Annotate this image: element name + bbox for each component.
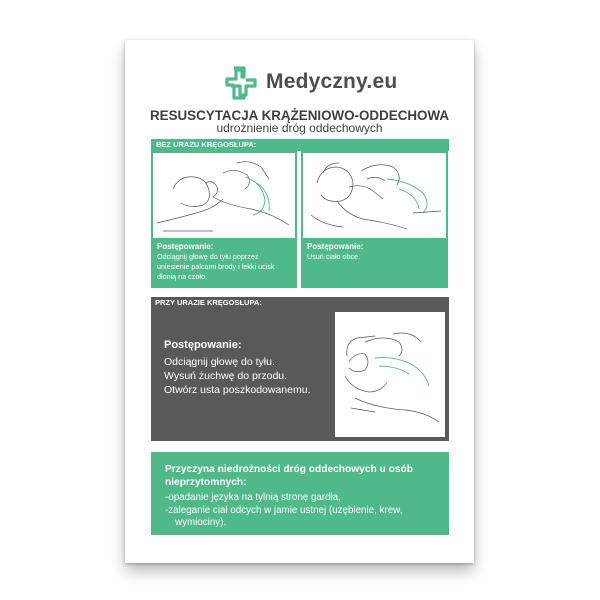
illustration-head-tilt [153, 153, 295, 238]
panel-no-injury-left [151, 151, 297, 288]
causes-box [151, 452, 449, 535]
procedure-heading: Postępowanie: [307, 242, 364, 251]
illustration-foreign-body [303, 153, 446, 238]
section-heading-injury: PRZY URAZIE KRĘGOSŁUPA: [151, 297, 449, 309]
cause-item-1: -opadanie języka na tylnią stronę gardła, [165, 492, 341, 503]
procedure-line-2: Wysuń żuchwę do przodu. [164, 370, 288, 382]
foreign-body-drawing [303, 153, 446, 238]
procedure-line-1: Odciągnij głowę do tyłu. [164, 356, 275, 368]
procedure-text: Usuń ciało obce. [307, 252, 361, 261]
section-heading-no-injury: BEZ URAZU KRĘGOSŁUPA: [151, 139, 449, 151]
cause-item-2: -zaleganie ciał odcych w jamie ustnej (uzębienie, krew, [165, 505, 403, 516]
jaw-thrust-drawing [335, 312, 445, 437]
illustration-jaw-thrust [335, 312, 445, 437]
cause-item-2-cont: wymiociny). [175, 517, 227, 528]
panel-no-injury-right [301, 151, 448, 288]
logo [221, 66, 398, 100]
medical-cross-logo-icon [221, 66, 259, 100]
page-title: RESUSCYTACJA KRĄŻENIOWO-ODDECHOWA [149, 108, 450, 123]
procedure-heading: Postępowanie: [157, 242, 214, 251]
procedure-heading: Postępowanie: [164, 339, 242, 351]
panel-injury [151, 309, 449, 441]
head-tilt-drawing [153, 153, 295, 238]
procedure-text: Odciągnij głowę do tyłu poprzez uniesienie palcami brody i lekki ucisk dłonią na czoło. [157, 252, 275, 281]
brand-name: Medyczny.eu [266, 70, 398, 93]
poster [125, 40, 474, 563]
page-subtitle: udrożnienie dróg oddechowych [216, 121, 383, 135]
causes-heading: Przyczyna niedrożności dróg oddechowych u osób nieprzytomnych: [165, 464, 413, 488]
procedure-line-3: Otwórz usta poszkodowanemu. [164, 384, 311, 396]
